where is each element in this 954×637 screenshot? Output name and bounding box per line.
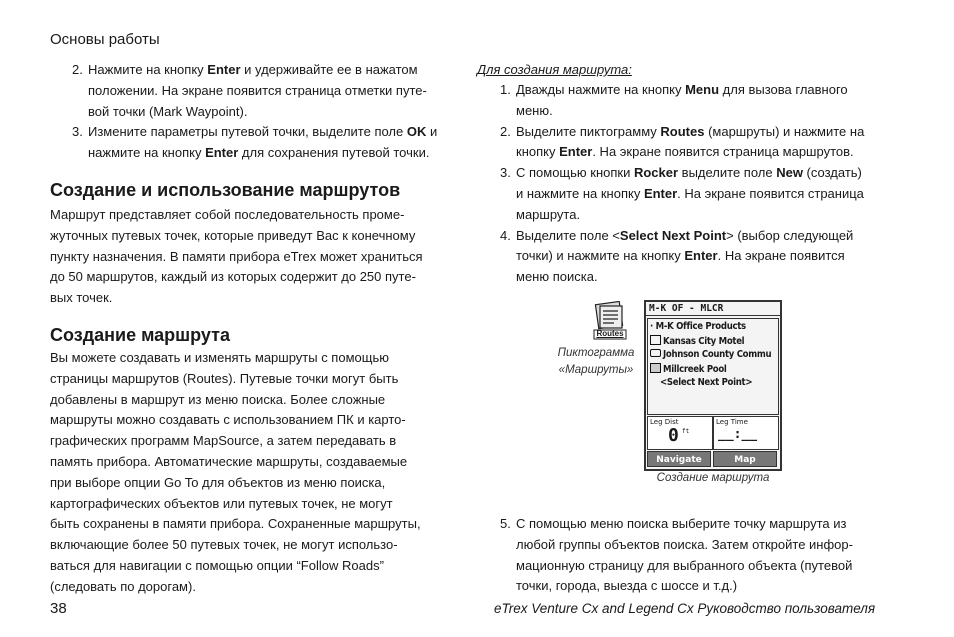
map-button[interactable]: Map [713,451,777,467]
subheading-create-route-steps: Для создания маршрута: [477,62,632,77]
step-text-line [516,163,862,184]
step-text-line [516,246,845,267]
footer-title: eTrex Venture Cx and Legend Cx Руководство пользователя [494,601,876,616]
text-run: Выделите поле < [516,227,620,243]
heading-create-route: Создание маршрута [50,325,230,345]
text-run: для сохранения путевой точки. [238,145,430,161]
paragraph-line: Вы можете создавать и изменять маршруты с помощью [50,350,389,365]
step-text-line [516,535,853,556]
paragraph-create-route [50,348,421,598]
paragraph-line: добавлены в маршрут из меню поиска. Более сложные [50,391,386,407]
text-run: (маршруты) и нажмите на [704,123,865,139]
route-point-list [647,318,779,415]
route-item-label: Kansas City Motel [663,336,745,347]
step-text-line [88,143,429,164]
route-item-label: Millcreek Pool [663,364,727,375]
heading-routes: Создание и использование маршрутов [50,180,401,200]
text-run: и [426,124,438,140]
select-next-point[interactable]: <Select Next Point> [660,377,753,388]
building-icon [650,335,661,345]
step-text-line [516,142,854,163]
step-text-line [516,184,864,205]
paragraph-routes-intro [50,205,423,309]
text-run: Выделите пиктограмму [516,123,661,139]
paragraph-line: маршруты можно создавать с использованием ПК и карто- [50,412,406,428]
text-run: . На экране появится [717,248,845,264]
text-run: Дважды нажмите на кнопку [516,82,686,97]
emphasis-text: Menu [685,82,720,97]
emphasis-text: Enter [684,248,718,264]
text-run: для вызова главного [719,82,848,97]
step-text-line [516,576,737,597]
step-text-line [88,122,437,143]
route-item-label: Johnson County Commu [663,349,772,360]
paragraph-line: пункту назначения. В памяти прибора eTrex может храниться [50,248,423,264]
route-list-item[interactable]: · M-K Office Products [650,321,746,332]
text-run: . На экране появится страница маршрутов. [592,144,854,160]
text-run: (создать) [802,165,862,181]
step-text-line [516,80,848,101]
icon-caption-line: «Маршруты» [558,364,634,376]
icon-caption [556,345,636,379]
text-run: Измените параметры путевой точки, выделите поле [88,124,407,140]
paragraph-line: быть сохранены в памяти прибора. Сохраненные маршруты, [50,516,421,532]
text-run: . На экране появится страница [677,186,864,201]
paragraph-line: (следовать по дорогам). [50,578,196,594]
step-number: 1. [500,82,511,97]
text-run: мационную страницу для выбранного объекта (путевой [516,557,853,573]
step-number: 2. [500,123,511,139]
text-run: выделите поле [678,165,777,181]
step-number: 4. [500,227,511,243]
text-run: и удерживайте ее в нажатом [240,62,418,77]
emphasis-text: Enter [207,62,241,77]
pool-icon [650,363,661,373]
text-run: любой группы объектов поиска. Затем откройте инфор- [516,536,853,552]
text-run: и нажмите на кнопку [516,186,644,201]
route-list-item[interactable] [650,349,771,360]
paragraph-line: жуточных путевых точек, которые приведут Вас к конечному [50,227,416,243]
text-run: > (выбор следующей [726,227,854,243]
text-run: вой точки (Mark Waypoint). [88,103,248,119]
step-text-line [516,205,580,226]
paragraph-line: включающие более 50 путевых точек, не могут использо- [50,537,398,553]
paragraph-line: до 50 маршрутов, каждый из которых содержит до 250 путе- [50,269,416,285]
emphasis-text: Enter [559,144,593,160]
step-text-line [516,514,847,535]
step-text-line [516,556,852,577]
emphasis-text: Rocker [633,165,679,181]
device-route-screen [644,300,782,471]
routes-icon-label: Routes [596,329,624,338]
text-run: точки, города, выезда с шоссе и т.д.) [516,578,738,594]
text-run: положении. На экране появится страница отметки путе- [88,82,427,98]
paragraph-line: память прибора. Автоматические маршруты, создаваемые [50,453,408,469]
step-text-line [516,267,598,288]
leg-dist-field [647,416,713,450]
step-text-line [516,122,864,143]
paragraph-line: картографических объектов или путевых точек, не могут [50,495,393,511]
paragraph-line: страницы маршрутов (Routes). Путевые точки могут быть [50,370,399,386]
step-number: 2. [72,62,83,77]
step-text-line [88,60,418,81]
text-run: кнопку [516,144,560,160]
text-run: С помощью кнопки [516,165,634,181]
paragraph-line: вых точек. [50,290,113,306]
step-text-line [516,226,853,247]
step-number: 3. [500,165,511,181]
leg-time-label: Leg Time [716,418,748,426]
section-header: Основы работы [50,31,160,48]
paragraph-line: при выборе опции Go To для объектов из меню поиска, [50,474,386,490]
emphasis-text: OK [406,124,427,140]
step-number: 5. [500,516,511,531]
text-run: нажмите на кнопку [88,145,206,161]
text-run: Нажмите на кнопку [88,62,208,77]
leg-dist-label: Leg Dist [650,418,679,426]
leg-dist-unit: ft [682,428,690,435]
leg-time-value: __:__ [718,427,758,442]
car-icon [650,349,661,357]
emphasis-text: Select Next Point [619,227,727,243]
route-list-item[interactable] [650,335,744,347]
step-text-line [88,102,247,123]
screen-caption: Создание маршрута [656,472,770,484]
emphasis-text: Enter [643,186,678,201]
leg-dist-value: 0 [668,425,679,446]
route-list-item[interactable] [650,363,727,375]
page-number: 38 [50,600,67,617]
text-run: С помощью меню поиска выберите точку маршрута из [516,516,847,531]
route-screen-title: M-K OF - MLCR [646,302,780,316]
step-text-line [516,101,553,122]
step-text-line [88,81,427,102]
text-run: точки) и нажмите на кнопку [516,248,685,264]
paragraph-line: графических программ MapSource, а затем передавать в [50,433,397,449]
emphasis-text: Enter [205,145,239,161]
routes-icon [592,301,628,341]
text-run: маршрута. [516,206,581,222]
paragraph-line: Маршрут представляет собой последовательность проме- [50,207,405,222]
leg-time-field [713,416,779,450]
text-run: меню. [516,102,553,118]
emphasis-text: New [776,165,803,181]
emphasis-text: Routes [660,123,705,139]
text-run: меню поиска. [516,269,598,285]
navigate-button[interactable]: Navigate [647,451,711,467]
step-number: 3. [72,124,83,140]
icon-caption-line: Пиктограмма [557,347,635,359]
paragraph-line: ваться для навигации с помощью опции “Follow Roads” [50,557,384,573]
